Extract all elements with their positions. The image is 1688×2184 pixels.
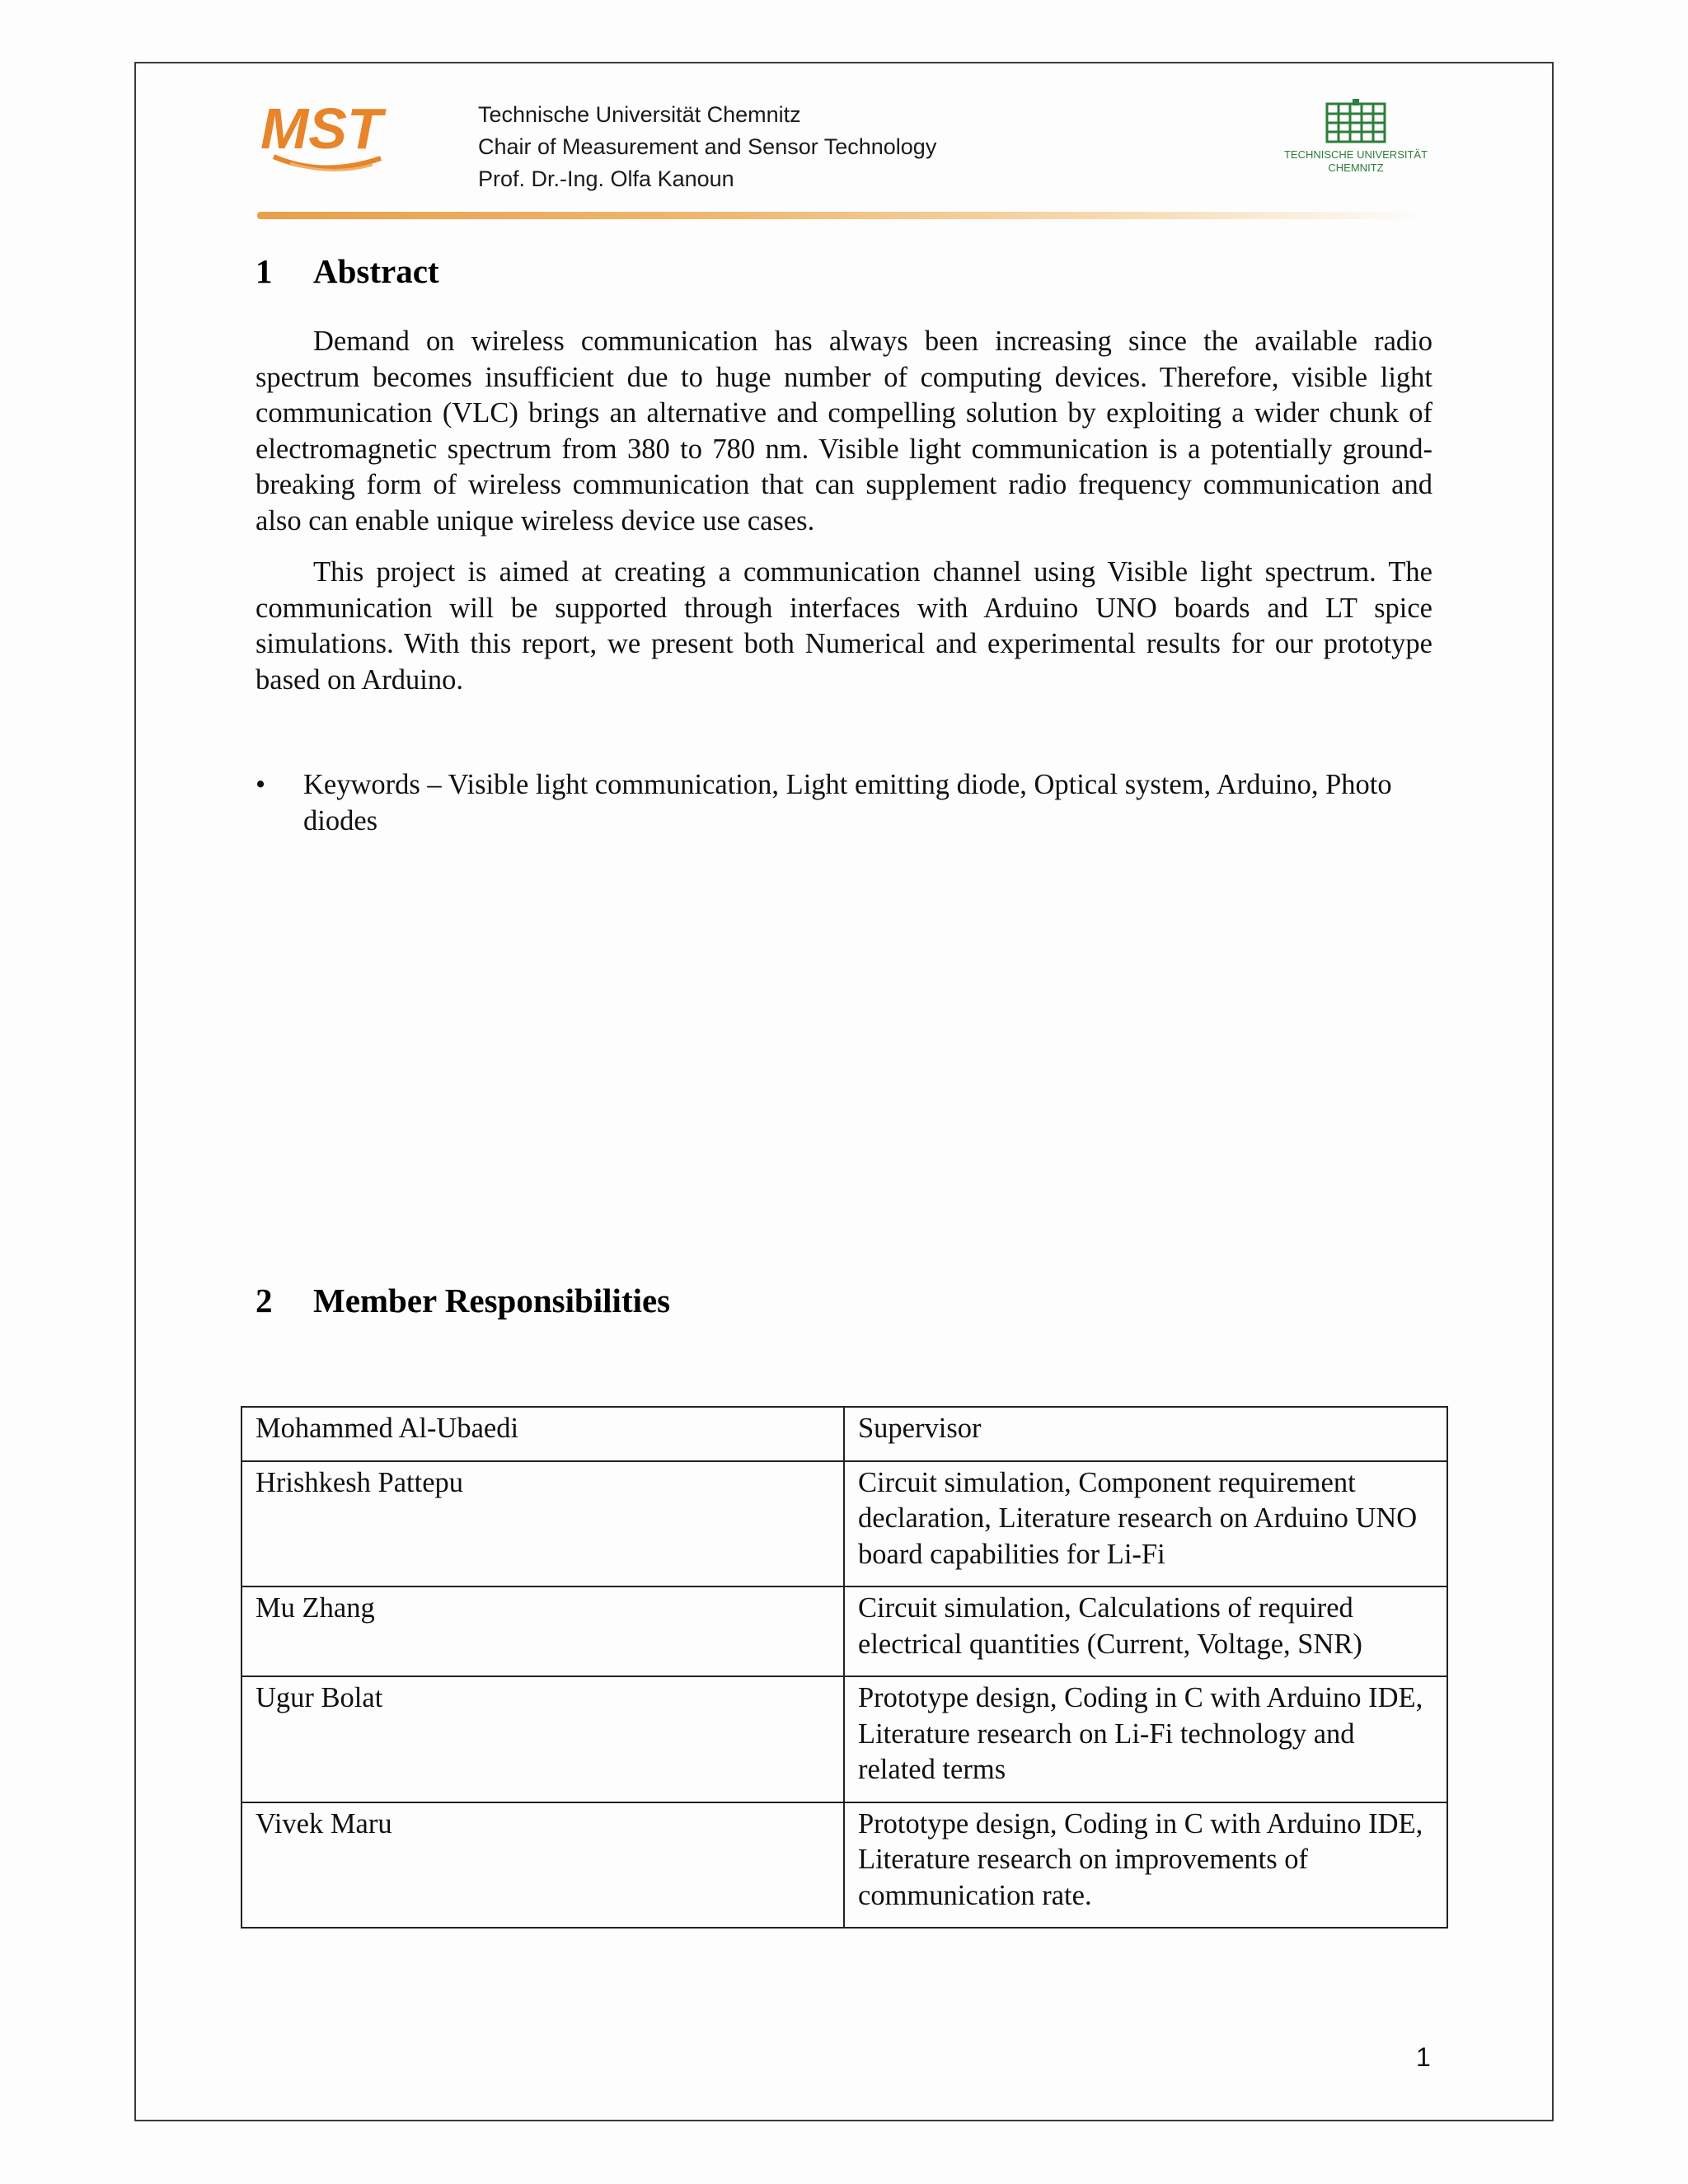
section2-heading [256, 1281, 670, 1320]
member-name: Mohammed Al-Ubaedi [241, 1407, 844, 1461]
header-chair: Chair of Measurement and Sensor Technology [478, 134, 937, 159]
header-text [478, 99, 936, 195]
header-professor: Prof. Dr.-Ing. Olfa Kanoun [478, 166, 734, 191]
section2-number: 2 [256, 1282, 273, 1319]
section1-number: 1 [256, 252, 273, 290]
member-role: Prototype design, Coding in C with Arduino IDE, Literature research on Li-Fi technology and related terms [844, 1676, 1447, 1802]
table-row [241, 1586, 1447, 1676]
section2-title: Member Responsibilities [313, 1282, 671, 1319]
member-name: Vivek Maru [241, 1802, 844, 1929]
responsibilities-table [241, 1406, 1448, 1929]
tu-chemnitz-logo [1259, 97, 1441, 180]
table-row [241, 1461, 1447, 1587]
member-name: Ugur Bolat [241, 1676, 844, 1802]
header-divider [257, 212, 1428, 219]
header-university: Technische Universität Chemnitz [478, 102, 801, 127]
section1-heading [256, 251, 439, 291]
tu-logo-line1: TECHNISCHE UNIVERSITÄT [1283, 148, 1428, 161]
bullet-dot-icon: • [256, 769, 266, 800]
table-row [241, 1407, 1447, 1461]
mst-logo [257, 97, 414, 180]
member-name: Mu Zhang [241, 1586, 844, 1676]
abstract-paragraph-1: Demand on wireless communication has always been increasing since the available radio spectrum becomes insufficient due to huge number of computing devices. Therefore, visible light communication (VLC) brings an alternative and compelling solution by exploiting a wider chunk of electromagnetic spectrum from 380 to 780 nm. Visible light communication is a potentially ground-breaking form of wireless communication that can supplement radio frequency communication and also can enable unique wireless device use cases. [256, 326, 1432, 537]
member-name: Hrishkesh Pattepu [241, 1461, 844, 1587]
abstract-paragraph-2: This project is aimed at creating a communication channel using Visible light spectrum. The communication will be supported through interfaces with Arduino UNO boards and LT spice simulations. With this report, we present both Numerical and experimental results for our prototype based on Arduino. [256, 556, 1432, 696]
member-role: Circuit simulation, Component requirement declaration, Literature research on Arduino UNO board capabilities for Li-Fi [844, 1461, 1447, 1587]
table-row [241, 1802, 1447, 1929]
member-role: Circuit simulation, Calculations of required electrical quantities (Current, Voltage, SNR) [844, 1586, 1447, 1676]
mst-logo-text: MST [260, 97, 382, 161]
member-role: Supervisor [844, 1407, 1447, 1461]
keywords-text: Keywords – Visible light communication, Light emitting diode, Optical system, Arduino, Photo diodes [303, 769, 1392, 837]
member-role: Prototype design, Coding in C with Arduino IDE, Literature research on improvements of communication rate. [844, 1802, 1447, 1929]
table-row [241, 1676, 1447, 1802]
page-number: 1 [1416, 2042, 1431, 2072]
section1-title: Abstract [313, 252, 439, 290]
tu-logo-line2: CHEMNITZ [1328, 162, 1384, 174]
